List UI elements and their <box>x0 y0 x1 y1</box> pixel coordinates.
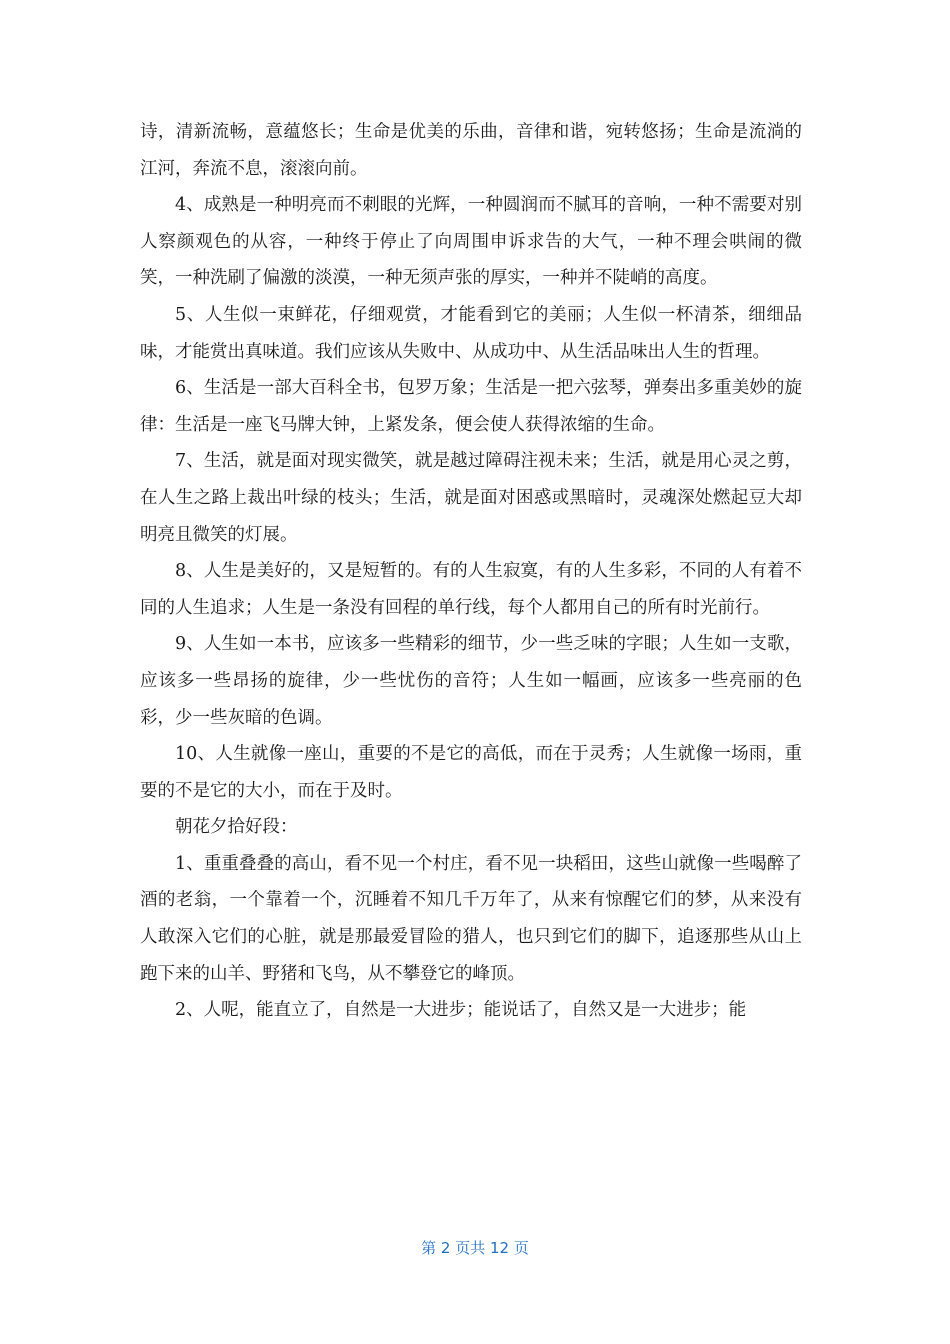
paragraph-item-5: 5、人生似一束鲜花，仔细观赏，才能看到它的美丽；人生似一杯清茶，细细品味，才能赏出真味道。我们应该从失败中、从成功中、从生活品味出人生的哲理。 <box>140 304 802 362</box>
document-body <box>140 114 802 1029</box>
section-heading: 朝花夕拾好段： <box>175 817 298 838</box>
paragraph-item-9: 9、人生如一本书，应该多一些精彩的细节，少一些乏味的字眼；人生如一支歌，应该多一些昂扬的旋律，少一些忧伤的音符；人生如一幅画，应该多一些亮丽的色彩，少一些灰暗的色调。 <box>140 634 802 728</box>
paragraph-item-7: 7、生活，就是面对现实微笑，就是越过障碍注视未来；生活，就是用心灵之剪，在人生之路上裁出叶绿的枝头；生活，就是面对困惑或黑暗时，灵魂深处燃起豆大却明亮且微笑的灯展。 <box>140 451 802 545</box>
paragraph-item-4: 4、成熟是一种明亮而不刺眼的光辉，一种圆润而不腻耳的音响，一种不需要对别人察颜观色的从容，一种终于停止了向周围申诉求告的大气，一种不理会哄闹的微笑，一种洗刷了偏激的淡漠，一种无须声张的厚实，一种并不陡峭的高度。 <box>140 195 802 289</box>
paragraph-item-6: 6、生活是一部大百科全书，包罗万象；生活是一把六弦琴，弹奏出多重美妙的旋律：生活是一座飞马牌大钟，上紧发条，便会使人获得浓缩的生命。 <box>140 378 802 435</box>
paragraph-section-item-1: 1、重重叠叠的高山，看不见一个村庄，看不见一块稻田，这些山就像一些喝醉了酒的老翁，一个靠着一个，沉睡着不知几千万年了，从来有惊醒它们的梦，从来没有人敢深入它们的心脏，就是那最爱冒险的猎人，也只到它们的脚下，追逐那些从山上跑下来的山羊、野猪和飞鸟，从不攀登它的峰顶。 <box>140 853 802 984</box>
paragraph-item-10: 10、人生就像一座山，重要的不是它的高低，而在于灵秀；人生就像一场雨，重要的不是它的大小，而在于及时。 <box>140 744 802 801</box>
paragraph-section-item-2: 2、人呢，能直立了，自然是一大进步；能说话了，自然又是一大进步；能 <box>175 1000 747 1021</box>
paragraph-continuation: 诗，清新流畅，意蕴悠长；生命是优美的乐曲，音律和谐，宛转悠扬；生命是流淌的江河，奔流不息，滚滚向前。 <box>140 122 802 179</box>
paragraph-item-8: 8、人生是美好的，又是短暂的。有的人生寂寞，有的人生多彩，不同的人有着不同的人生追求；人生是一条没有回程的单行线，每个人都用自己的所有时光前行。 <box>140 561 802 618</box>
page-number-footer: 第 2 页共 12 页 <box>421 1239 529 1257</box>
